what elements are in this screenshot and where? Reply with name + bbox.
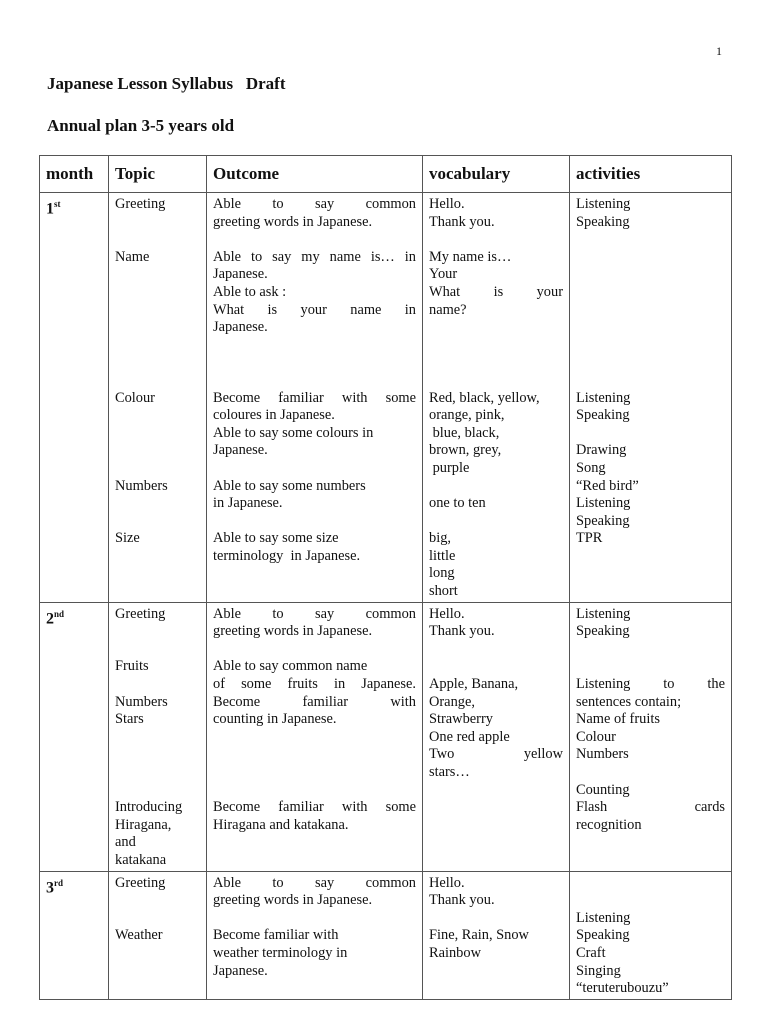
activities-line: Name of fruits bbox=[576, 711, 660, 728]
blank-line bbox=[115, 231, 200, 249]
outcome-line: Able to ask : bbox=[213, 283, 287, 300]
activities-line: Listening bbox=[576, 389, 631, 406]
activities-line: Listening bbox=[576, 196, 631, 212]
blank-line bbox=[429, 372, 563, 390]
topic-line: and bbox=[115, 834, 136, 851]
blank-line bbox=[576, 266, 725, 284]
month-ordinal-suffix: nd bbox=[54, 608, 65, 619]
activities-line: Listening to the bbox=[576, 676, 725, 693]
blank-line bbox=[213, 231, 416, 249]
blank-line bbox=[115, 460, 200, 478]
outcome-line: Become familiar with some bbox=[213, 799, 416, 816]
vocabulary-line: Thank you. bbox=[429, 892, 495, 909]
vocabulary-line: little bbox=[429, 547, 456, 564]
outcome-line: counting in Japanese. bbox=[213, 711, 337, 728]
blank-line bbox=[115, 319, 200, 337]
month-ordinal-suffix: st bbox=[54, 199, 61, 209]
activities-line: Drawing bbox=[576, 442, 627, 459]
vocabulary-line: Your bbox=[429, 266, 458, 283]
vocabulary-line: Two yellow bbox=[429, 746, 563, 763]
blank-line bbox=[576, 231, 725, 249]
outcome-line: greeting words in Japanese. bbox=[213, 623, 373, 640]
blank-line bbox=[115, 442, 200, 460]
blank-line bbox=[115, 284, 200, 302]
activities-line: TPR bbox=[576, 530, 603, 547]
blank-line bbox=[429, 354, 563, 372]
blank-line bbox=[576, 337, 725, 355]
outcome-line: of some fruits in Japanese. bbox=[213, 676, 416, 693]
blank-line bbox=[115, 425, 200, 443]
vocabulary-line: orange, pink, bbox=[429, 407, 505, 424]
outcome-line: Able to say common bbox=[213, 874, 416, 891]
outcome-line: Japanese. bbox=[213, 442, 268, 459]
table-row bbox=[40, 193, 732, 603]
header-activities: activities bbox=[570, 156, 732, 193]
outcome-line: Become familiar with bbox=[213, 693, 416, 710]
topic-line: Greeting bbox=[115, 874, 166, 891]
table-row bbox=[40, 602, 732, 871]
vocabulary-line: Strawberry bbox=[429, 711, 493, 728]
month-cell bbox=[40, 871, 109, 999]
outcome-line: Become familiar with bbox=[213, 927, 339, 944]
blank-line bbox=[576, 658, 725, 676]
activities-cell bbox=[570, 871, 732, 999]
blank-line bbox=[576, 302, 725, 320]
table-row bbox=[40, 871, 732, 999]
activities-line: Speaking bbox=[576, 623, 630, 640]
topic-line: Numbers bbox=[115, 477, 168, 494]
blank-line bbox=[213, 372, 416, 390]
activities-cell bbox=[570, 602, 732, 871]
vocabulary-line: What is your bbox=[429, 283, 563, 300]
outcome-line: Able to say my name is… in bbox=[213, 248, 416, 265]
activities-line: Flash cards bbox=[576, 799, 725, 816]
month-cell bbox=[40, 602, 109, 871]
blank-line bbox=[576, 319, 725, 337]
vocabulary-line: Thank you. bbox=[429, 213, 495, 230]
vocabulary-line: Orange, bbox=[429, 693, 475, 710]
activities-line: Counting bbox=[576, 781, 630, 798]
blank-line bbox=[115, 892, 200, 910]
blank-line bbox=[576, 641, 725, 659]
vocabulary-line: name? bbox=[429, 301, 467, 318]
topic-line: Weather bbox=[115, 927, 163, 944]
vocabulary-line: brown, grey, bbox=[429, 442, 502, 459]
activities-line: recognition bbox=[576, 816, 642, 833]
outcome-line: Able to say common name bbox=[213, 658, 368, 675]
header-outcome: Outcome bbox=[207, 156, 423, 193]
blank-line bbox=[429, 337, 563, 355]
blank-line bbox=[115, 266, 200, 284]
blank-line bbox=[115, 910, 200, 928]
vocabulary-line: Apple, Banana, bbox=[429, 676, 519, 693]
activities-line: Speaking bbox=[576, 512, 630, 529]
blank-line bbox=[115, 495, 200, 513]
blank-line bbox=[115, 302, 200, 320]
vocabulary-line: long bbox=[429, 565, 455, 582]
vocabulary-line: Fine, Rain, Snow bbox=[429, 927, 529, 944]
outcome-line: Able to say common bbox=[213, 196, 416, 212]
vocabulary-line: purple bbox=[429, 459, 470, 476]
outcome-line: Able to say some colours in bbox=[213, 424, 374, 441]
blank-line bbox=[576, 284, 725, 302]
vocabulary-line: big, bbox=[429, 530, 451, 547]
blank-line bbox=[213, 460, 416, 478]
blank-line bbox=[115, 214, 200, 232]
topic-line: Fruits bbox=[115, 658, 149, 675]
blank-line bbox=[213, 641, 416, 659]
outcome-line: Japanese. bbox=[213, 266, 268, 283]
activities-line: Speaking bbox=[576, 927, 630, 944]
vocabulary-line: Thank you. bbox=[429, 623, 495, 640]
vocabulary-cell bbox=[423, 193, 570, 603]
outcome-line: Able to say some numbers bbox=[213, 477, 366, 494]
vocabulary-line: blue, black, bbox=[429, 424, 500, 441]
document-title: Japanese Lesson Syllabus Draft bbox=[47, 74, 286, 93]
outcome-line: Become familiar with some bbox=[213, 389, 416, 406]
vocabulary-line: My name is… bbox=[429, 248, 512, 265]
outcome-cell bbox=[207, 193, 423, 603]
vocabulary-line: Rainbow bbox=[429, 944, 481, 961]
topic-line: katakana bbox=[115, 851, 167, 868]
vocabulary-cell bbox=[423, 602, 570, 871]
blank-line bbox=[213, 764, 416, 782]
blank-line bbox=[576, 249, 725, 267]
outcome-line: greeting words in Japanese. bbox=[213, 213, 373, 230]
month-number: 3 bbox=[46, 878, 54, 896]
blank-line bbox=[115, 513, 200, 531]
blank-line bbox=[576, 372, 725, 390]
activities-line: “teruterubouzu” bbox=[576, 980, 669, 997]
topic-line: Greeting bbox=[115, 196, 166, 212]
blank-line bbox=[213, 337, 416, 355]
header-topic: Topic bbox=[109, 156, 207, 193]
activities-line: Craft bbox=[576, 944, 606, 961]
topic-line: Introducing bbox=[115, 799, 183, 816]
vocabulary-cell bbox=[423, 871, 570, 999]
blank-line bbox=[429, 641, 563, 659]
blank-line bbox=[115, 746, 200, 764]
vocabulary-line: Hello. bbox=[429, 605, 465, 622]
outcome-line: Japanese. bbox=[213, 962, 268, 979]
blank-line bbox=[576, 892, 725, 910]
blank-line bbox=[115, 641, 200, 659]
blank-line bbox=[576, 425, 725, 443]
activities-line: Speaking bbox=[576, 407, 630, 424]
outcome-line: Able to say some size bbox=[213, 530, 339, 547]
document-subtitle: Annual plan 3-5 years old bbox=[47, 116, 235, 135]
month-cell bbox=[40, 193, 109, 603]
blank-line bbox=[576, 354, 725, 372]
blank-line bbox=[115, 623, 200, 641]
outcome-line: weather terminology in bbox=[213, 944, 348, 961]
topic-line: Colour bbox=[115, 389, 155, 406]
activities-cell bbox=[570, 193, 732, 603]
outcome-line: in Japanese. bbox=[213, 495, 283, 512]
blank-line bbox=[213, 354, 416, 372]
vocabulary-line: short bbox=[429, 583, 458, 600]
topic-line: Greeting bbox=[115, 605, 166, 622]
vocabulary-line: One red apple bbox=[429, 728, 510, 745]
table-header-row bbox=[40, 156, 732, 193]
vocabulary-line: Hello. bbox=[429, 874, 465, 891]
blank-line bbox=[115, 354, 200, 372]
activities-line: “Red bird” bbox=[576, 477, 639, 494]
month-ordinal-suffix: rd bbox=[54, 877, 63, 888]
blank-line bbox=[213, 910, 416, 928]
topic-line: Stars bbox=[115, 711, 144, 728]
outcome-line: Hiragana and katakana. bbox=[213, 816, 349, 833]
blank-line bbox=[429, 478, 563, 496]
topic-line: Size bbox=[115, 530, 140, 547]
month-number: 1 bbox=[46, 200, 54, 218]
blank-line bbox=[429, 231, 563, 249]
outcome-line: What is your name in bbox=[213, 301, 416, 318]
blank-line bbox=[115, 676, 200, 694]
topic-cell bbox=[109, 871, 207, 999]
outcome-line: terminology in Japanese. bbox=[213, 547, 361, 564]
topic-cell bbox=[109, 193, 207, 603]
blank-line bbox=[115, 337, 200, 355]
blank-line bbox=[576, 875, 725, 893]
blank-line bbox=[429, 658, 563, 676]
vocabulary-line: Red, black, yellow, bbox=[429, 389, 540, 406]
activities-line: sentences contain; bbox=[576, 693, 682, 710]
activities-line: Listening bbox=[576, 909, 631, 926]
blank-line bbox=[429, 319, 563, 337]
activities-line: Colour bbox=[576, 728, 616, 745]
blank-line bbox=[213, 782, 416, 800]
outcome-line: coloures in Japanese. bbox=[213, 407, 335, 424]
blank-line bbox=[213, 729, 416, 747]
outcome-cell bbox=[207, 602, 423, 871]
topic-line: Hiragana, bbox=[115, 816, 172, 833]
header-month: month bbox=[40, 156, 109, 193]
header-vocabulary: vocabulary bbox=[423, 156, 570, 193]
vocabulary-line: stars… bbox=[429, 764, 470, 780]
activities-line: Song bbox=[576, 459, 606, 476]
blank-line bbox=[115, 372, 200, 390]
outcome-cell bbox=[207, 871, 423, 999]
blank-line bbox=[115, 764, 200, 782]
outcome-line: Japanese. bbox=[213, 319, 268, 336]
blank-line bbox=[213, 746, 416, 764]
month-number: 2 bbox=[46, 609, 54, 627]
outcome-line: Able to say common bbox=[213, 605, 416, 622]
blank-line bbox=[115, 407, 200, 425]
activities-line: Speaking bbox=[576, 213, 630, 230]
activities-line: Numbers bbox=[576, 746, 629, 763]
blank-line bbox=[115, 729, 200, 747]
syllabus-table bbox=[39, 155, 732, 1000]
page-number: 1 bbox=[716, 44, 722, 58]
blank-line bbox=[576, 764, 725, 782]
outcome-line: greeting words in Japanese. bbox=[213, 892, 373, 909]
topic-cell bbox=[109, 602, 207, 871]
activities-line: Singing bbox=[576, 962, 621, 979]
activities-line: Listening bbox=[576, 495, 631, 512]
topic-line: Numbers bbox=[115, 693, 168, 710]
vocabulary-line: one to ten bbox=[429, 495, 486, 512]
activities-line: Listening bbox=[576, 605, 631, 622]
blank-line bbox=[429, 910, 563, 928]
blank-line bbox=[115, 782, 200, 800]
blank-line bbox=[429, 513, 563, 531]
blank-line bbox=[213, 513, 416, 531]
topic-line: Name bbox=[115, 248, 150, 265]
vocabulary-line: Hello. bbox=[429, 196, 465, 212]
